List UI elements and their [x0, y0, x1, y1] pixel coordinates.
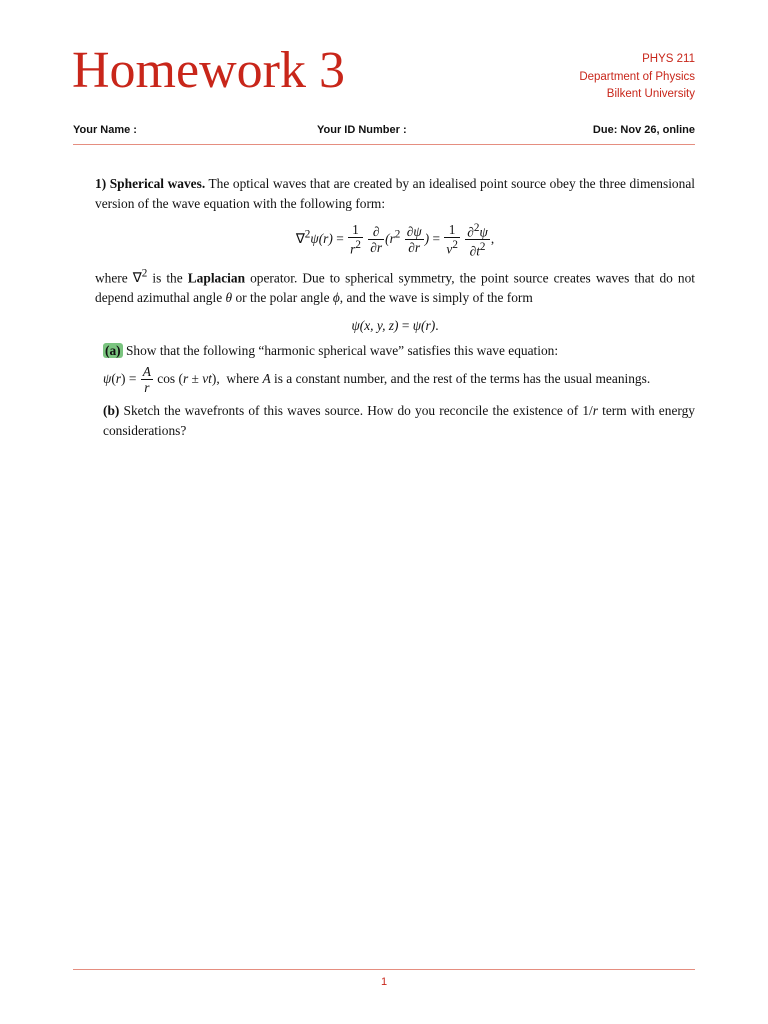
harmonic-wave-line: ψ(r) = $\frac{A}{r}$ cos (r ± vt), where A is a constant number, and the rest of the terms has the usual meanings. — [103, 364, 651, 396]
student-info-row — [73, 124, 695, 140]
university-name: Bilkent University — [606, 88, 695, 100]
department-block — [579, 51, 695, 104]
part-b-label: (b) — [103, 403, 120, 419]
wave-equation: ∇$^2$ψ(r) = $\frac{1}{r^2}$ $\frac{\partial}{\partial r}$ ($r^2$ $\frac{\partial\psi}{\partial r}$ ) = $\frac{1}{v^2}$ $\frac{\partial^2\psi}{\partial t^2}$ , — [295, 222, 495, 259]
id-label: Your ID Number : — [317, 124, 407, 136]
laplacian-paragraph: where ∇$^2$ is the Laplacian operator. Due to spherical symmetry, the point source creates waves that do not depend azimuthal angle θ or the polar angle ϕ, and the wave is simply of the form — [95, 267, 695, 306]
part-a — [95, 341, 695, 441]
footer-divider — [73, 969, 695, 970]
page-number: 1 — [380, 976, 388, 988]
name-label: Your Name : — [73, 124, 137, 136]
problem-1-heading: 1) Spherical waves. — [95, 176, 206, 191]
header-divider — [73, 144, 695, 145]
laplacian-term: Laplacian — [187, 270, 246, 286]
course-code: PHYS 211 — [642, 53, 695, 65]
document-title: Homework 3 — [72, 42, 345, 99]
psi-form-equation: ψ(x, y, z) = ψ(r). — [351, 318, 439, 334]
part-a-text: Show that the following “harmonic spherical wave” satisfies this wave equation: — [122, 343, 559, 359]
problem-1-intro — [95, 174, 695, 214]
part-b-text: Sketch the wavefronts of this waves source. How do you reconcile the existence of 1/ — [119, 403, 593, 419]
part-b: (b) Sketch the wavefronts of this waves source. How do you reconcile the existence of 1/r term with energy considerations? — [103, 403, 695, 439]
due-date: Due: Nov 26, online — [592, 124, 695, 136]
problem-1 — [95, 174, 695, 441]
part-a-label: (a) — [105, 343, 121, 359]
problem-1-intro-text: The optical waves that are created by an idealised point source obey the three dimensional version of the wave equation with the following form: — [95, 176, 695, 211]
laplacian-symbol: ∇$^2$ — [132, 267, 148, 286]
department-name: Department of Physics — [579, 70, 695, 83]
